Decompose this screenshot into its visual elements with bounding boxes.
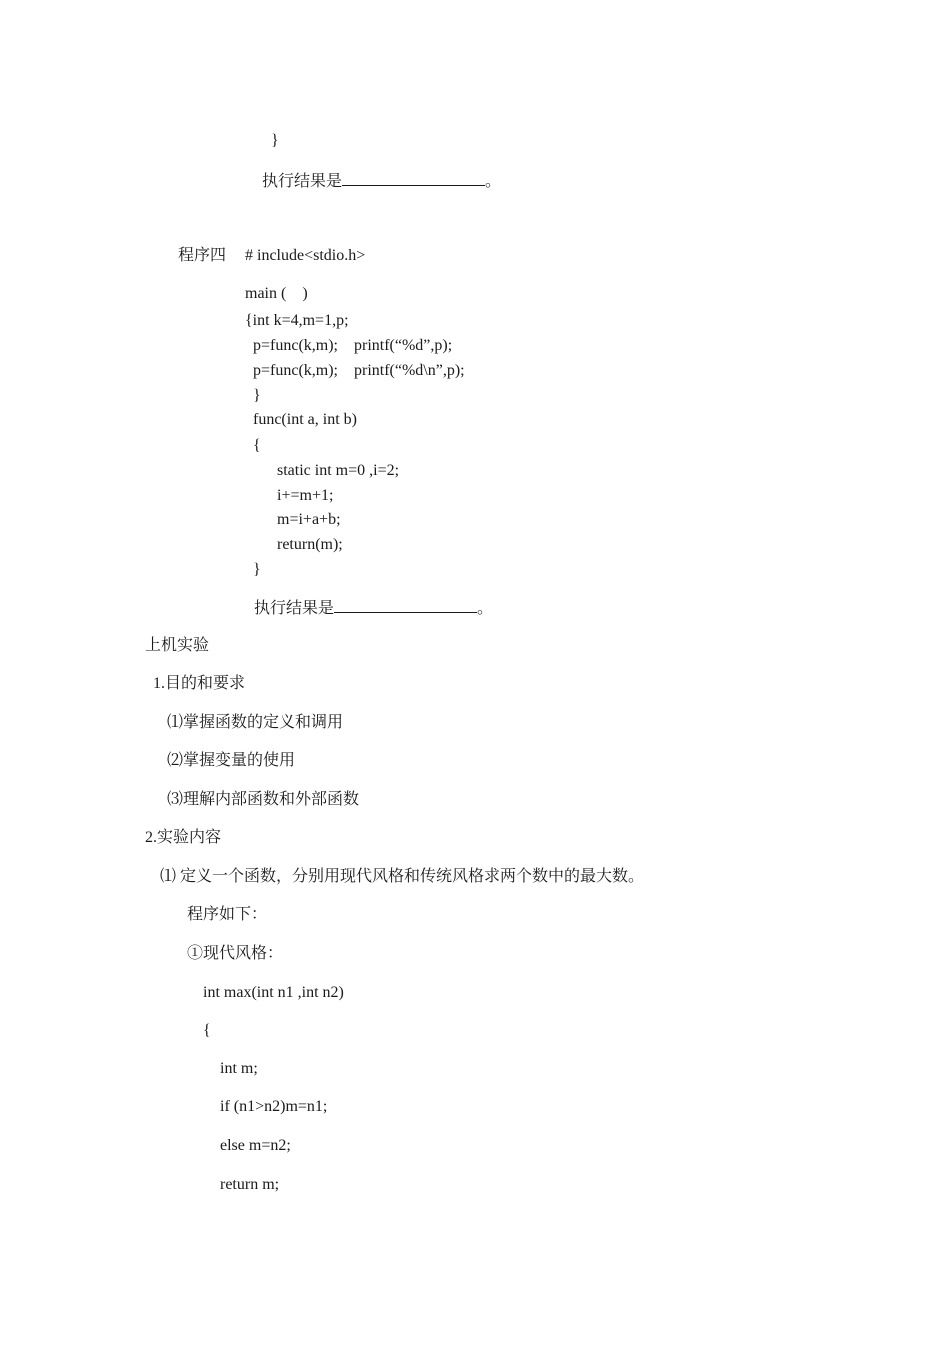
code-line: i+=m+1; [245,487,334,504]
code-line: p=func(k,m); printf(“%d”,p); [245,337,453,354]
code-line: int m; [220,1060,258,1077]
code-line: } [245,387,261,404]
result-label: 执行结果是 [262,173,343,190]
answer-blank [342,170,485,186]
style-label: ①现代风格： [187,945,284,962]
list-item: ⑶理解内部函数和外部函数 [167,791,360,808]
code-line: {int k=4,m=1,p; [245,312,349,329]
program-intro: 程序如下： [187,906,268,923]
code-line: func(int a, int b) [245,411,357,428]
program-label: 程序四 [178,247,227,264]
code-line: p=func(k,m); printf(“%d\n”,p); [245,362,465,379]
result-label: 执行结果是 [254,600,335,617]
code-line: } [245,561,261,578]
code-line: { [245,437,261,454]
code-line: { [203,1022,211,1039]
answer-blank [334,597,477,613]
list-item: ⑴掌握函数的定义和调用 [167,714,344,731]
code-line: static int m=0 ,i=2; [245,462,400,479]
code-line: m=i+a+b; [245,511,341,528]
subsection-title: 2.实验内容 [145,829,222,846]
code-line: int max(int n1 ,int n2) [203,984,344,1001]
code-line: return(m); [245,536,343,553]
code-line: # include<stdio.h> [245,247,366,264]
result-line-4 [254,597,493,619]
result-end: 。 [485,173,502,190]
section-heading: 上机实验 [145,637,210,654]
code-line: else m=n2; [220,1137,291,1154]
code-line: main ( ) [245,285,308,302]
result-line-3 [262,170,501,192]
result-end: 。 [477,600,494,617]
subsection-title: 1.目的和要求 [153,675,246,692]
code-line: return m; [220,1176,280,1193]
list-item: ⑵掌握变量的使用 [167,752,296,769]
list-item: ⑴ 定义一个函数，分别用现代风格和传统风格求两个数中的最大数。 [160,868,645,885]
closing-brace: } [271,132,279,149]
code-line: if (n1>n2)m=n1; [220,1098,328,1115]
